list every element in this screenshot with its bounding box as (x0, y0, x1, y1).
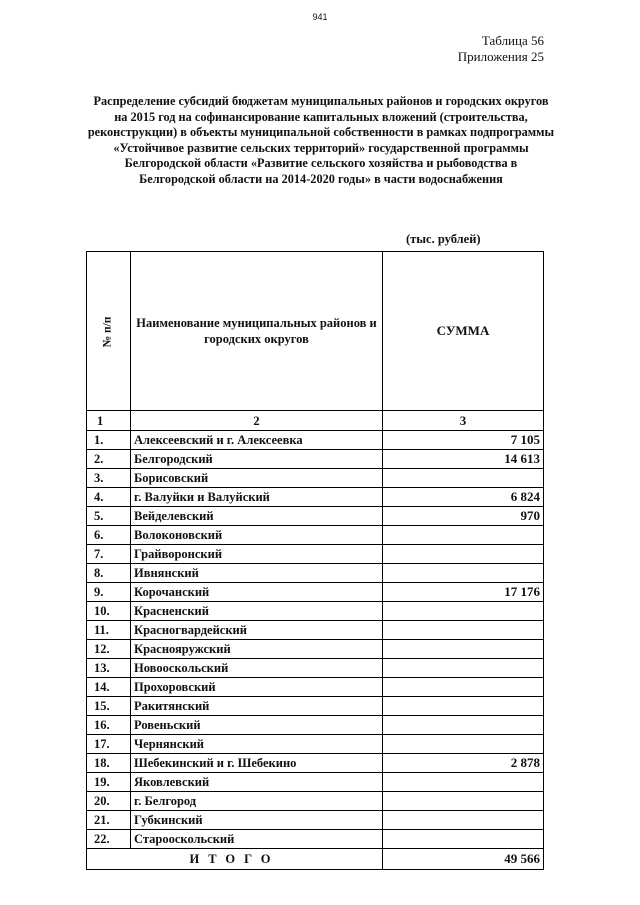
row-name: Новооскольский (131, 659, 383, 678)
row-number: 1. (87, 431, 131, 450)
row-number: 5. (87, 507, 131, 526)
row-number: 21. (87, 811, 131, 830)
row-number: 4. (87, 488, 131, 507)
col-number-1: 1 (87, 411, 131, 431)
row-name: Старооскольский (131, 830, 383, 849)
table-row (87, 450, 544, 469)
row-name: Чернянский (131, 735, 383, 754)
row-name: г. Валуйки и Валуйский (131, 488, 383, 507)
row-sum: 7 105 (383, 431, 544, 450)
row-number: 20. (87, 792, 131, 811)
table-row (87, 773, 544, 792)
row-name: Красногвардейский (131, 621, 383, 640)
col-number-2: 2 (131, 411, 383, 431)
row-sum: 14 613 (383, 450, 544, 469)
row-name: Ракитянский (131, 697, 383, 716)
row-number: 19. (87, 773, 131, 792)
row-number: 12. (87, 640, 131, 659)
table-row (87, 469, 544, 488)
row-sum (383, 469, 544, 488)
appendix-label: Приложения 25 (457, 49, 544, 64)
row-name: Прохоровский (131, 678, 383, 697)
row-number: 13. (87, 659, 131, 678)
row-number: 3. (87, 469, 131, 488)
row-sum (383, 792, 544, 811)
table-row (87, 659, 544, 678)
row-number: 6. (87, 526, 131, 545)
col-number-3: 3 (383, 411, 544, 431)
col-header-number-text: № п/п (100, 316, 113, 347)
row-number: 16. (87, 716, 131, 735)
row-number: 22. (87, 830, 131, 849)
row-sum (383, 602, 544, 621)
table-row (87, 526, 544, 545)
table-row (87, 602, 544, 621)
row-number: 11. (87, 621, 131, 640)
row-sum (383, 640, 544, 659)
row-sum: 6 824 (383, 488, 544, 507)
col-header-number (87, 252, 131, 411)
row-name: Алексеевский и г. Алексеевка (131, 431, 383, 450)
table-row (87, 678, 544, 697)
table-label: Таблица 56 (481, 33, 544, 48)
table-row (87, 507, 544, 526)
row-name: Шебекинский и г. Шебекино (131, 754, 383, 773)
table-row (87, 488, 544, 507)
page-number: 941 (312, 12, 328, 22)
table-row (87, 811, 544, 830)
col-header-sum: СУММА (383, 252, 544, 411)
row-number: 10. (87, 602, 131, 621)
row-name: Белгородский (131, 450, 383, 469)
row-sum (383, 697, 544, 716)
row-sum (383, 564, 544, 583)
row-sum: 17 176 (383, 583, 544, 602)
row-name: Яковлевский (131, 773, 383, 792)
row-number: 14. (87, 678, 131, 697)
row-number: 7. (87, 545, 131, 564)
row-number: 2. (87, 450, 131, 469)
row-sum (383, 716, 544, 735)
row-sum (383, 773, 544, 792)
row-sum (383, 735, 544, 754)
row-name: Краснояружский (131, 640, 383, 659)
row-sum (383, 830, 544, 849)
row-sum (383, 526, 544, 545)
row-number: 17. (87, 735, 131, 754)
row-name: г. Белгород (131, 792, 383, 811)
row-number: 8. (87, 564, 131, 583)
appendix-header (458, 33, 544, 65)
column-number-row (87, 411, 544, 431)
row-sum (383, 659, 544, 678)
row-sum (383, 811, 544, 830)
row-name: Борисовский (131, 469, 383, 488)
table-row (87, 792, 544, 811)
row-sum: 2 878 (383, 754, 544, 773)
table-row (87, 621, 544, 640)
row-name: Корочанский (131, 583, 383, 602)
row-name: Грайворонский (131, 545, 383, 564)
row-sum (383, 545, 544, 564)
table-row (87, 830, 544, 849)
header-row (87, 252, 544, 411)
row-name: Вейделевский (131, 507, 383, 526)
unit-label: (тыс. рублей) (406, 232, 481, 246)
row-name: Волоконовский (131, 526, 383, 545)
row-name: Красненский (131, 602, 383, 621)
row-name: Ровеньский (131, 716, 383, 735)
total-sum: 49 566 (383, 849, 544, 870)
table-row (87, 640, 544, 659)
table-row (87, 431, 544, 450)
row-number: 18. (87, 754, 131, 773)
row-number: 15. (87, 697, 131, 716)
row-name: Губкинский (131, 811, 383, 830)
table-row (87, 545, 544, 564)
table-row (87, 564, 544, 583)
col-header-name: Наименование муниципальных районов и городских округов (131, 252, 383, 411)
subsidy-table (86, 251, 544, 870)
table-row (87, 697, 544, 716)
table-row (87, 716, 544, 735)
row-sum: 970 (383, 507, 544, 526)
row-number: 9. (87, 583, 131, 602)
total-label: ИТОГО (87, 849, 383, 870)
row-name: Ивнянский (131, 564, 383, 583)
row-sum (383, 678, 544, 697)
document-title: Распределение субсидий бюджетам муниципальных районов и городских округов на 2015 год на софинансирование капитальных вложений (строительства, реконструкции) в объекты муниципальной собственности в рамках подпрограммы «Устойчивое развитие сельских территорий» государственной программы Белгородской области «Развитие сельского хозяйства и рыбоводства в Белгородской области на 2014-2020 годы» в части водоснабжения (87, 94, 555, 186)
table-row (87, 583, 544, 602)
row-sum (383, 621, 544, 640)
table-row (87, 735, 544, 754)
table-row (87, 754, 544, 773)
total-row (87, 849, 544, 870)
